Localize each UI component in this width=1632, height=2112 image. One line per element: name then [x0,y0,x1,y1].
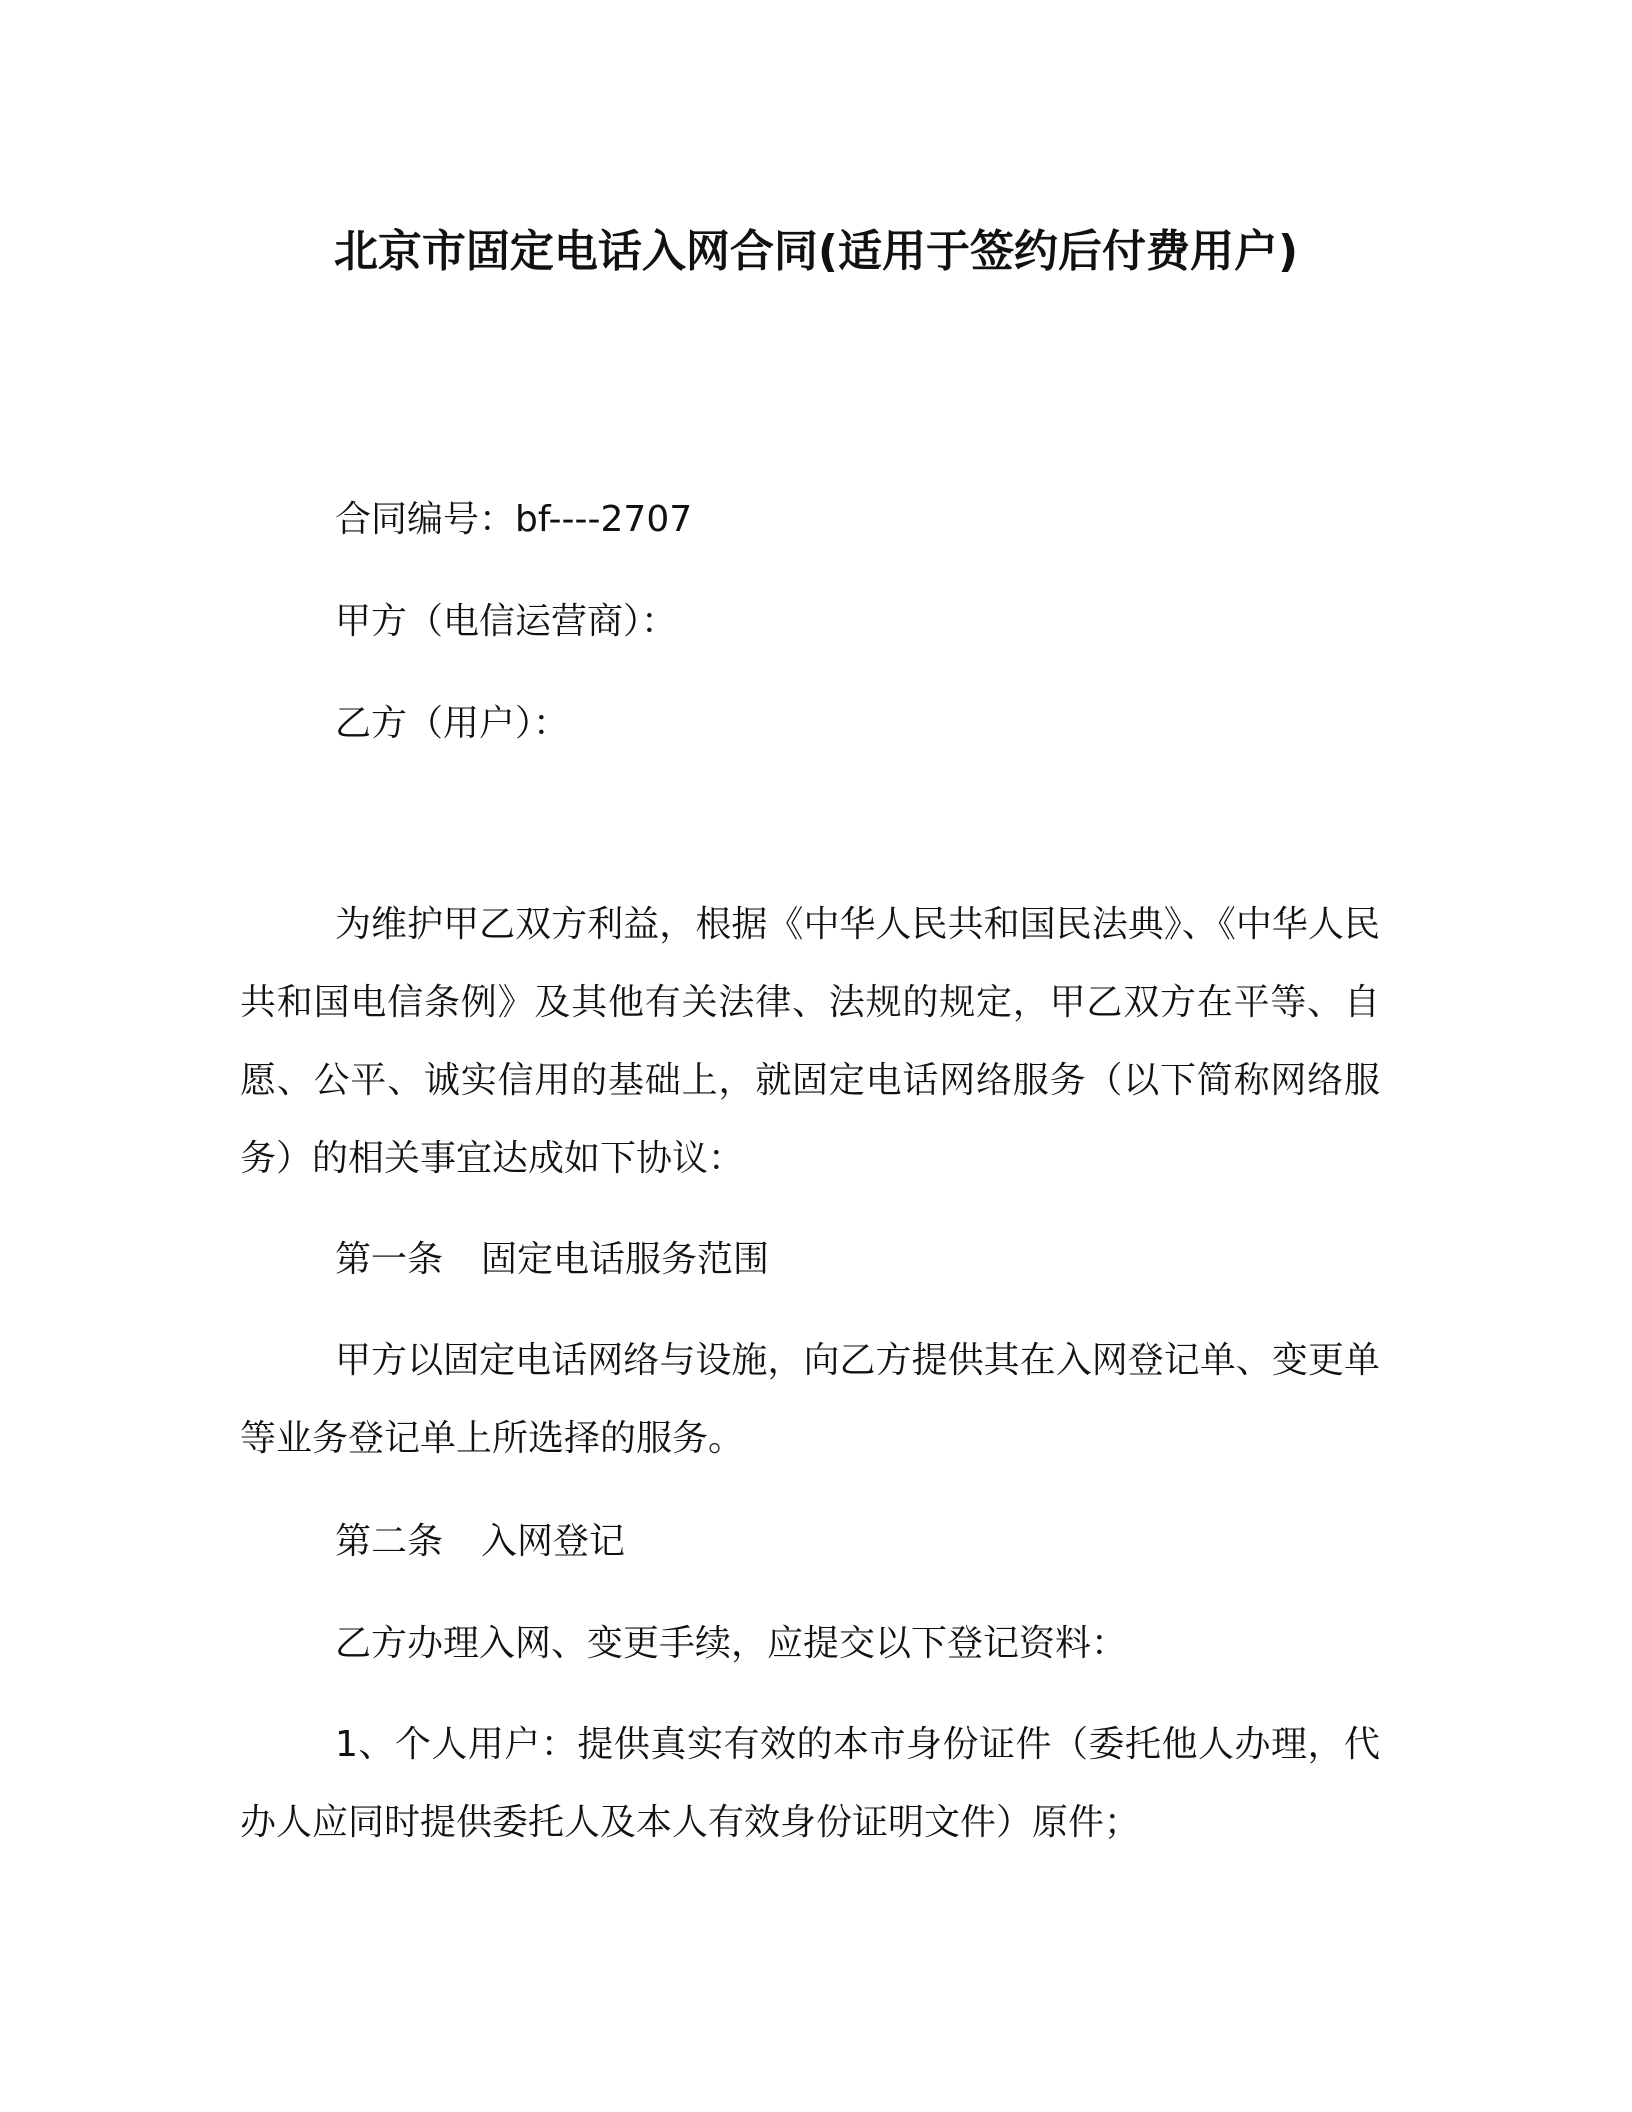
article-2-item-1: 1、个人用户：提供真实有效的本市身份证件（委托他人办理，代办人应同时提供委托人及本人有效身份证明文件）原件； [240,1724,1380,1843]
article-2-title: 入网登记 [481,1521,626,1562]
party-b-line: 乙方（用户）： [335,703,570,744]
contract-number: 合同编号：bf----2707 [335,499,693,540]
article-1-heading [335,1234,769,1286]
article-2-number: 第二条 [335,1521,444,1562]
article-2-heading [335,1516,625,1568]
article-1-body: 甲方以固定电话网络与设施，向乙方提供其在入网登记单、变更单等业务登记单上所选择的服务。 [240,1340,1380,1459]
document-title: 北京市固定电话入网合同(适用于签约后付费用户) [333,226,1299,277]
preamble-paragraph: 为维护甲乙双方利益，根据《中华人民共和国民法典》、《中华人民共和国电信条例》及其他有关法律、法规的规定，甲乙双方在平等、自愿、公平、诚实信用的基础上，就固定电话网络服务（以下简称网络服务）的相关事宜达成如下协议： [240,904,1380,1179]
party-a-line: 甲方（电信运营商）： [335,601,678,642]
article-2-intro: 乙方办理入网、变更手续，应提交以下登记资料： [335,1623,1128,1664]
article-1-title: 固定电话服务范围 [481,1239,770,1280]
article-1-number: 第一条 [335,1239,444,1280]
